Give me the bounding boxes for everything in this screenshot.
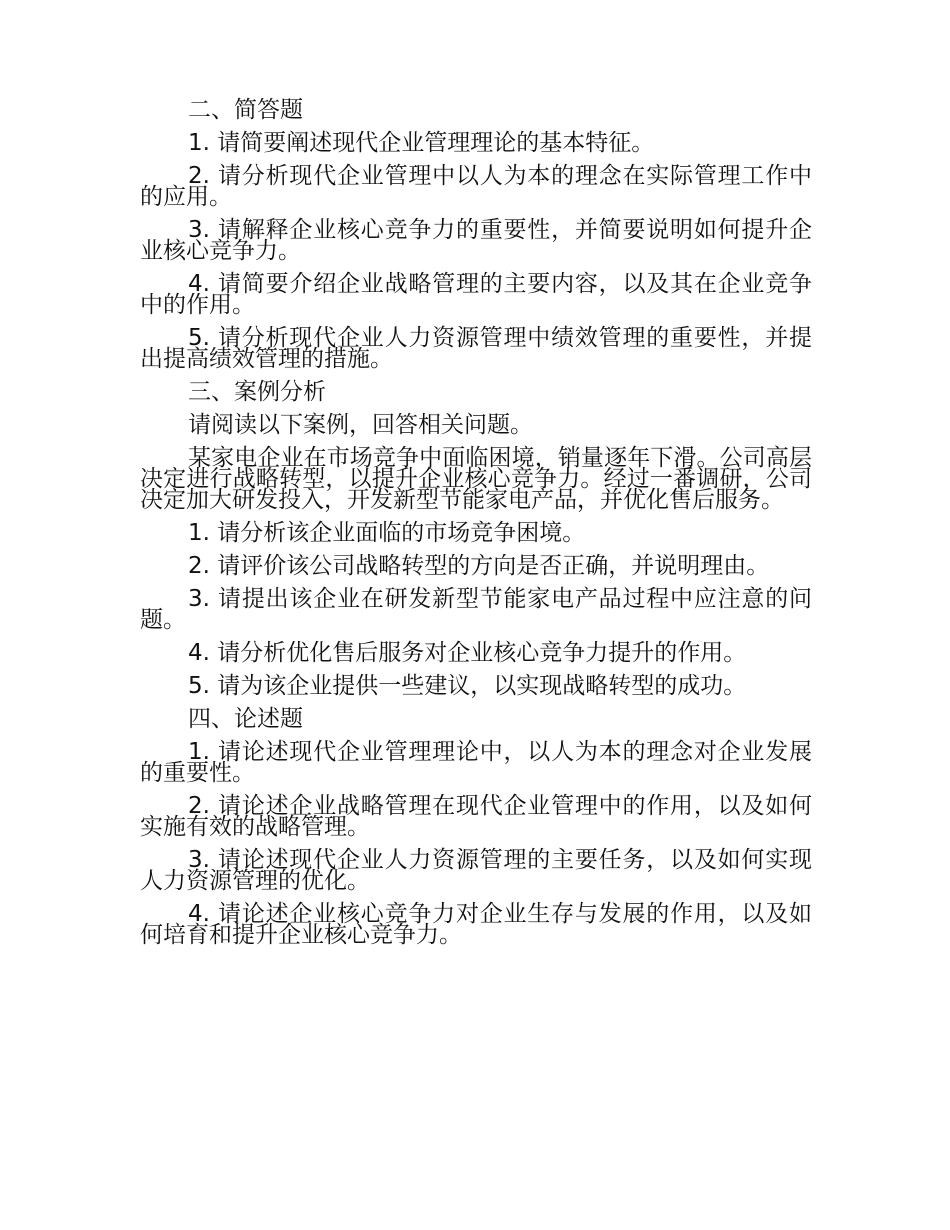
case-text: 某家电企业在市场竞争中面临困境，销量逐年下滑。公司高层决定进行战略转型，以提升企业核心竞争力。经过一番调研，公司决定加大研发投入，开发新型节能家电产品，并优化售后服务。 — [140, 445, 812, 513]
document-page — [140, 97, 812, 958]
section-heading-essay: 四、论述题 — [188, 706, 303, 732]
question-item: 4. 请分析优化售后服务对企业核心竞争力提升的作用。 — [188, 640, 747, 666]
question-item: 3. 请解释企业核心竞争力的重要性，并简要说明如何提升企业核心竞争力。 — [140, 217, 812, 264]
question-item: 1. 请论述现代企业管理理论中，以人为本的理念对企业发展的重要性。 — [140, 739, 812, 786]
question-item: 1. 请分析该企业面临的市场竞争困境。 — [188, 520, 586, 546]
question-item: 4. 请简要介绍企业战略管理的主要内容，以及其在企业竞争中的作用。 — [140, 271, 812, 318]
section-heading-short-answer: 二、简答题 — [188, 97, 303, 123]
question-item: 1. 请简要阐述现代企业管理理论的基本特征。 — [188, 130, 655, 156]
question-item: 2. 请评价该公司战略转型的方向是否正确，并说明理由。 — [188, 553, 770, 579]
section-heading-case-analysis: 三、案例分析 — [188, 379, 326, 405]
case-intro: 请阅读以下案例，回答相关问题。 — [188, 412, 533, 438]
question-item: 3. 请论述现代企业人力资源管理的主要任务，以及如何实现人力资源管理的优化。 — [140, 847, 812, 894]
question-item: 2. 请分析现代企业管理中以人为本的理念在实际管理工作中的应用。 — [140, 163, 812, 210]
question-item: 4. 请论述企业核心竞争力对企业生存与发展的作用，以及如何培育和提升企业核心竞争力。 — [140, 901, 812, 948]
question-item: 2. 请论述企业战略管理在现代企业管理中的作用，以及如何实施有效的战略管理。 — [140, 793, 812, 840]
question-item: 5. 请为该企业提供一些建议，以实现战略转型的成功。 — [188, 673, 747, 699]
question-item: 5. 请分析现代企业人力资源管理中绩效管理的重要性，并提出提高绩效管理的措施。 — [140, 325, 812, 372]
question-item: 3. 请提出该企业在研发新型节能家电产品过程中应注意的问题。 — [140, 586, 812, 633]
